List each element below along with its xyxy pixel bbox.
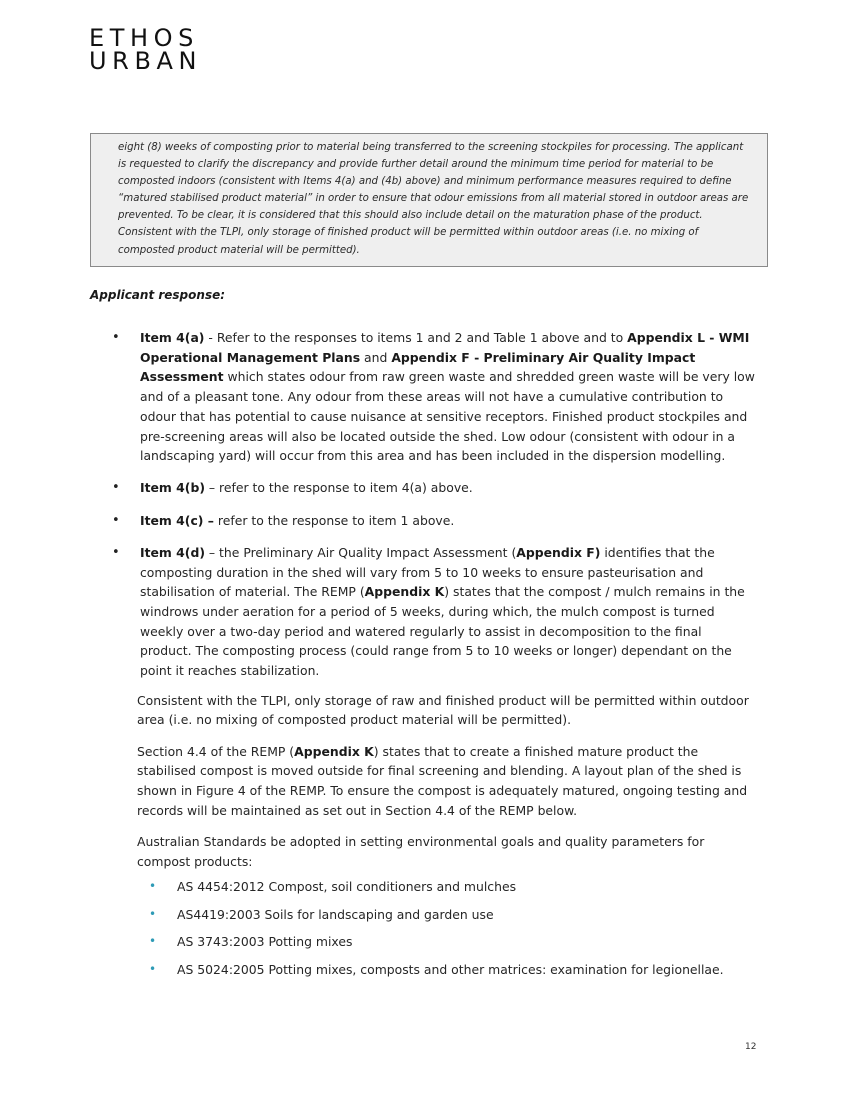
- appendix-reference: Appendix L - WMI Operational Management Plans: [140, 330, 750, 365]
- item-label: Item 4(b): [140, 480, 205, 496]
- standard-text: AS4419:2003 Soils for landscaping and garden use: [177, 906, 494, 922]
- item-text: - Refer to the responses to items 1 and 2 and Table 1 above and to: [204, 330, 628, 345]
- bullet-icon: •: [149, 961, 157, 976]
- appendix-reference: Appendix F): [516, 544, 601, 560]
- item-4a: [90, 328, 756, 466]
- standard-text: AS 5024:2005 Potting mixes, composts and other matrices: examination for legionellae.: [177, 961, 724, 977]
- paragraph-tlpi: Consistent with the TLPI, only storage of raw and finished product will be permitted within outdoor area (i.e. no mixing of composted product material will be permitted).: [137, 692, 749, 728]
- bullet-icon: •: [112, 330, 120, 345]
- standard-text: AS 3743:2003 Potting mixes: [177, 934, 353, 950]
- bullet-icon: •: [112, 544, 120, 560]
- item-label: Item 4(d): [140, 544, 205, 560]
- appendix-reference: Appendix K: [364, 584, 445, 600]
- list-item: [137, 877, 756, 897]
- item-text: ) states that the compost / mulch remains in the windrows under aeration for a period of 5 weeks, during which, the mulch compost is turned weekly over a two-day period and watered regularly to assist in decomposition to the final product. The composting process (could range from 5 to 10 weeks or longer) dependant on the point it reaches stabilization.: [140, 584, 745, 679]
- logo-line-2: URBAN: [89, 47, 203, 75]
- bullet-icon: •: [149, 906, 157, 921]
- request-quote-box: [90, 133, 768, 267]
- list-item: [137, 932, 756, 952]
- paragraph-australian-standards: Australian Standards be adopted in setting environmental goals and quality parameters for compost products:: [137, 833, 705, 869]
- item-text: refer to the response to item 1 above.: [213, 512, 455, 528]
- standard-text: AS 4454:2012 Compost, soil conditioners and mulches: [177, 879, 517, 895]
- appendix-reference: Appendix F - Preliminary Air Quality Impact Assessment: [140, 349, 696, 385]
- list-item: [137, 960, 756, 980]
- list-item: [137, 905, 756, 925]
- bullet-icon: •: [112, 512, 120, 528]
- paragraph-text: Section 4.4 of the REMP (: [137, 743, 295, 759]
- item-4d: [90, 543, 756, 681]
- item-label: Item 4(c) –: [140, 512, 214, 528]
- bullet-icon: •: [149, 934, 157, 949]
- item-label: Item 4(a): [140, 330, 205, 345]
- paragraph-section-4-4: [90, 742, 756, 821]
- item-text: – the Preliminary Air Quality Impact Assessment (: [204, 544, 517, 560]
- item-text: and: [360, 349, 392, 365]
- bullet-icon: •: [149, 879, 157, 894]
- quote-text: eight (8) weeks of composting prior to material being transferred to the screening stockpiles for processing. The applicant is requested to clarify the discrepancy and provide further detail around the minimum time period for material to be composted indoors (consistent with Items 4(a) and (4b) above) and minimum performance measures required to define “matured stabilised product material” in order to ensure that odour emissions from all material stored in outdoor areas are prevented. To be clear, it is considered that this should also include detail on the maturation phase of the product. Consistent with the TLPI, only storage of finished product will be permitted within outdoor areas (i.e. no mixing of composted product material will be permitted).: [118, 142, 749, 256]
- response-content: [90, 328, 756, 987]
- item-text: identifies that the composting duration in the shed will vary from 5 to 10 weeks to ensure pasteurisation and stabilisation of material. The REMP (: [140, 544, 715, 600]
- standards-list: [90, 877, 756, 979]
- appendix-reference: Appendix K: [294, 743, 374, 759]
- item-4b: [90, 478, 756, 498]
- item-4c: [90, 511, 756, 531]
- item-text: – refer to the response to item 4(a) above.: [204, 480, 473, 496]
- item-text: which states odour from raw green waste and shredded green waste will be very low and of a pleasant tone. Any odour from these areas will not have a cumulative contribution to odour that has potential to cause nuisance at sensitive receptors. Finished product stockpiles and pre-screening areas will also be located outside the shed. Low odour (consistent with odour in a landscaping yard) will occur from this area and has been included in the dispersion modelling.: [140, 369, 755, 464]
- bullet-icon: •: [112, 480, 120, 496]
- applicant-response-heading: Applicant response:: [90, 288, 226, 302]
- page-number: 12: [745, 1042, 757, 1052]
- paragraph-text: ) states that to create a finished mature product the stabilised compost is moved outside for final screening and blending. A layout plan of the shed is shown in Figure 4 of the REMP. To ensure the compost is adequately matured, ongoing testing and records will be maintained as set out in Section 4.4 of the REMP below.: [137, 743, 748, 818]
- logo-line-1: ETHOS: [89, 24, 199, 52]
- ethos-urban-logo: [89, 24, 203, 75]
